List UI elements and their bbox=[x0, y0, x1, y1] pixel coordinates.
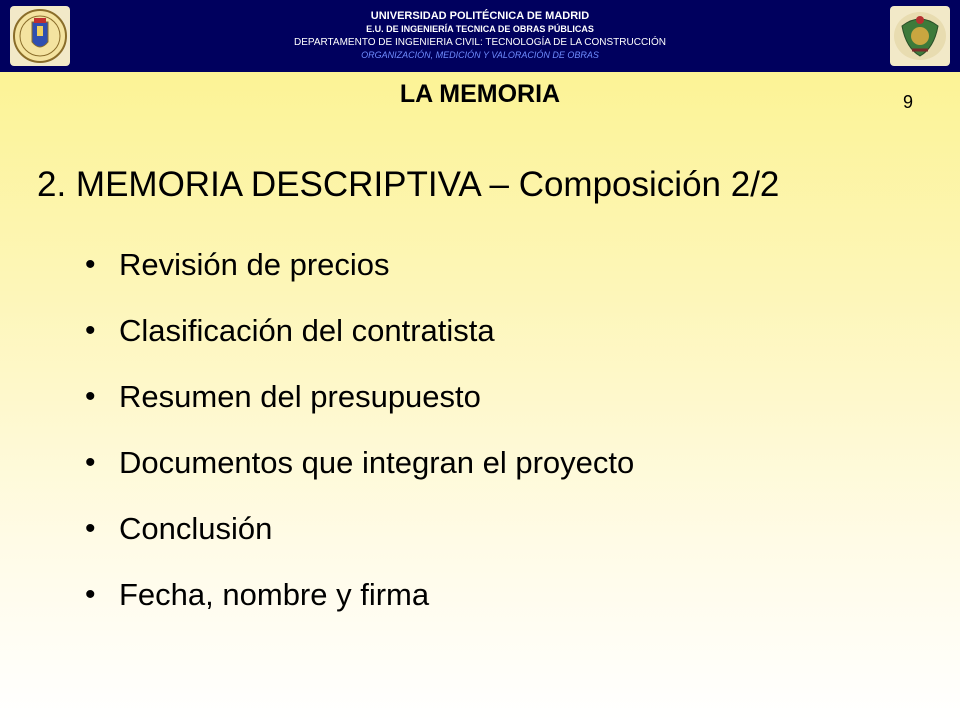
school-crest-logo bbox=[890, 6, 950, 66]
bullet-dot-icon: • bbox=[85, 314, 96, 347]
school-name: E.U. DE INGENIERÍA TECNICA DE OBRAS PÚBLICAS bbox=[366, 24, 594, 34]
bullet-dot-icon: • bbox=[85, 512, 96, 545]
page-number: 9 bbox=[903, 92, 914, 112]
header-bar bbox=[0, 0, 960, 72]
bullet-text: Clasificación del contratista bbox=[119, 313, 495, 348]
section-title: LA MEMORIA bbox=[399, 80, 561, 108]
bullet-text: Revisión de precios bbox=[119, 247, 390, 282]
bullet-item bbox=[85, 496, 634, 562]
university-name: UNIVERSIDAD POLITÉCNICA DE MADRID bbox=[370, 10, 590, 22]
bullet-item bbox=[85, 364, 634, 430]
bullet-text: Resumen del presupuesto bbox=[119, 379, 481, 414]
university-logo bbox=[10, 6, 70, 66]
bullet-item bbox=[85, 232, 634, 298]
slide-heading: 2. MEMORIA DESCRIPTIVA – Composición 2/2 bbox=[37, 165, 780, 204]
header-text bbox=[150, 10, 810, 61]
bullet-item bbox=[85, 298, 634, 364]
bullet-item bbox=[85, 562, 634, 628]
course-name: ORGANIZACIÓN, MEDICIÓN Y VALORACIÓN DE OBRAS bbox=[361, 50, 599, 60]
bullet-text: Fecha, nombre y firma bbox=[119, 577, 430, 612]
bullet-text: Documentos que integran el proyecto bbox=[119, 445, 635, 480]
bullet-item bbox=[85, 430, 634, 496]
bullet-dot-icon: • bbox=[85, 578, 96, 611]
department-name: DEPARTAMENTO DE INGENIERIA CIVIL: TECNOLOGÍA DE LA CONSTRUCCIÓN bbox=[294, 37, 666, 48]
bullet-text: Conclusión bbox=[119, 511, 273, 546]
bullet-dot-icon: • bbox=[85, 446, 96, 479]
bullet-dot-icon: • bbox=[85, 248, 96, 281]
bullet-dot-icon: • bbox=[85, 380, 96, 413]
bullet-list bbox=[85, 232, 634, 628]
